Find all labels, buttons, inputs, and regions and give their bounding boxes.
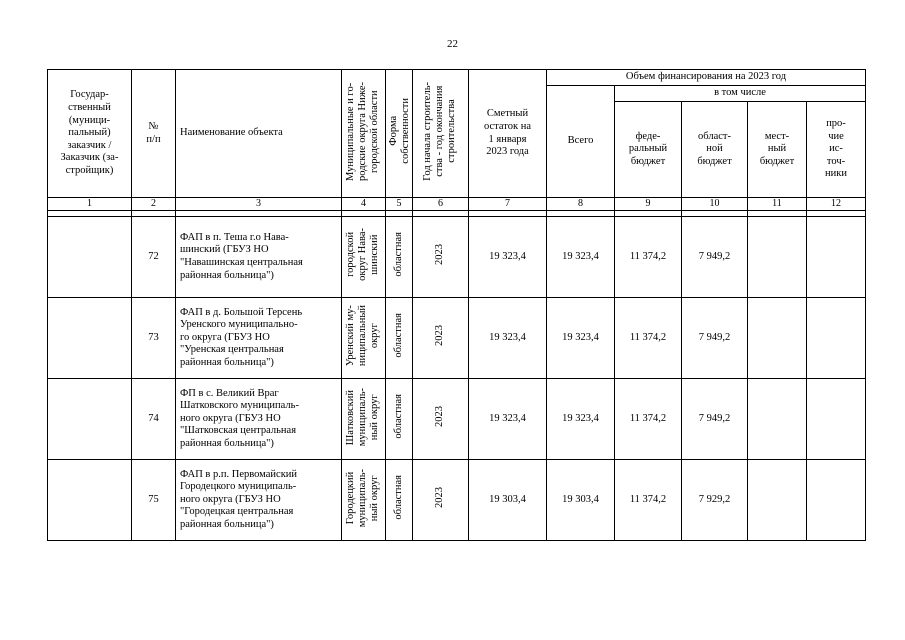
cell-other — [807, 298, 866, 379]
header-financing: Объем финансирования на 2023 год — [547, 70, 866, 86]
header-municipality: Муниципальные и го- родские округа Ниже- городской области — [342, 70, 386, 198]
header-remainder: Сметный остаток на 1 января 2023 года — [469, 70, 547, 198]
cell-total: 19 323,4 — [547, 379, 615, 460]
column-number: 4 — [342, 198, 386, 211]
cell-years: 2023 — [413, 298, 469, 379]
cell-other — [807, 217, 866, 298]
column-number: 2 — [132, 198, 176, 211]
cell-ownership: областная — [386, 298, 413, 379]
cell-total: 19 323,4 — [547, 217, 615, 298]
cell-remainder: 19 303,4 — [469, 460, 547, 541]
cell-ownership: областная — [386, 460, 413, 541]
column-number: 5 — [386, 198, 413, 211]
cell-num: 74 — [132, 379, 176, 460]
cell-local — [748, 298, 807, 379]
header-local: мест- ный бюджет — [748, 102, 807, 198]
column-number: 7 — [469, 198, 547, 211]
cell-total: 19 323,4 — [547, 298, 615, 379]
cell-customer — [48, 460, 132, 541]
column-number: 6 — [413, 198, 469, 211]
cell-regional: 7 949,2 — [682, 298, 748, 379]
header-federal: феде- ральный бюджет — [615, 102, 682, 198]
table-header — [48, 70, 866, 217]
table-row — [48, 298, 866, 379]
header-ownership: Форма собственности — [386, 70, 413, 198]
cell-customer — [48, 298, 132, 379]
cell-num: 72 — [132, 217, 176, 298]
cell-local — [748, 217, 807, 298]
page-number: 22 — [447, 38, 458, 50]
table-body — [48, 217, 866, 541]
cell-regional: 7 949,2 — [682, 379, 748, 460]
cell-years: 2023 — [413, 379, 469, 460]
header-years: Год начала строитель- ства - год окончания строительства — [413, 70, 469, 198]
header-num: № п/п — [132, 70, 176, 198]
column-number: 8 — [547, 198, 615, 211]
column-number: 9 — [615, 198, 682, 211]
cell-num: 73 — [132, 298, 176, 379]
cell-federal: 11 374,2 — [615, 379, 682, 460]
cell-name: ФАП в д. Большой Терсень Уренского муниципально- го округа (ГБУЗ НО "Уренская центральная районная больница") — [176, 298, 342, 379]
cell-remainder: 19 323,4 — [469, 379, 547, 460]
column-number: 1 — [48, 198, 132, 211]
column-number: 10 — [682, 198, 748, 211]
cell-municipality: Шатковский муниципаль- ный округ — [342, 379, 386, 460]
table-row — [48, 217, 866, 298]
cell-federal: 11 374,2 — [615, 298, 682, 379]
cell-municipality: Городецкий муниципаль- ный округ — [342, 460, 386, 541]
column-number: 3 — [176, 198, 342, 211]
cell-years: 2023 — [413, 217, 469, 298]
cell-remainder: 19 323,4 — [469, 298, 547, 379]
cell-num: 75 — [132, 460, 176, 541]
header-other: про- чие ис- точ- ники — [807, 102, 866, 198]
cell-name: ФАП в п. Теша г.о Нава- шинский (ГБУЗ НО "Навашинская центральная районная больница") — [176, 217, 342, 298]
cell-municipality: городской округ Нава- шинский — [342, 217, 386, 298]
column-number: 12 — [807, 198, 866, 211]
cell-remainder: 19 323,4 — [469, 217, 547, 298]
header-name: Наименование объекта — [176, 70, 342, 198]
cell-municipality: Уренский му- ниципальный округ — [342, 298, 386, 379]
header-total: Всего — [547, 86, 615, 198]
cell-local — [748, 460, 807, 541]
column-number: 11 — [748, 198, 807, 211]
cell-federal: 11 374,2 — [615, 460, 682, 541]
cell-name: ФП в с. Великий Враг Шатковского муниципаль- ного округа (ГБУЗ НО "Шатковская центральная районная больница") — [176, 379, 342, 460]
cell-regional: 7 949,2 — [682, 217, 748, 298]
cell-local — [748, 379, 807, 460]
column-numbers-row — [48, 198, 866, 211]
cell-regional: 7 929,2 — [682, 460, 748, 541]
cell-customer — [48, 217, 132, 298]
table-row — [48, 460, 866, 541]
cell-ownership: областная — [386, 217, 413, 298]
header-including: в том числе — [615, 86, 866, 102]
financing-table — [47, 69, 866, 541]
cell-other — [807, 460, 866, 541]
cell-customer — [48, 379, 132, 460]
cell-ownership: областная — [386, 379, 413, 460]
cell-total: 19 303,4 — [547, 460, 615, 541]
cell-federal: 11 374,2 — [615, 217, 682, 298]
cell-years: 2023 — [413, 460, 469, 541]
cell-other — [807, 379, 866, 460]
header-customer: Государ- ственный (муници- пальный) заказчик / Заказчик (за- стройщик) — [48, 70, 132, 198]
cell-name: ФАП в р.п. Первомайский Городецкого муниципаль- ного округа (ГБУЗ НО "Городецкая центральная районная больница") — [176, 460, 342, 541]
header-regional: област- ной бюджет — [682, 102, 748, 198]
table-row — [48, 379, 866, 460]
